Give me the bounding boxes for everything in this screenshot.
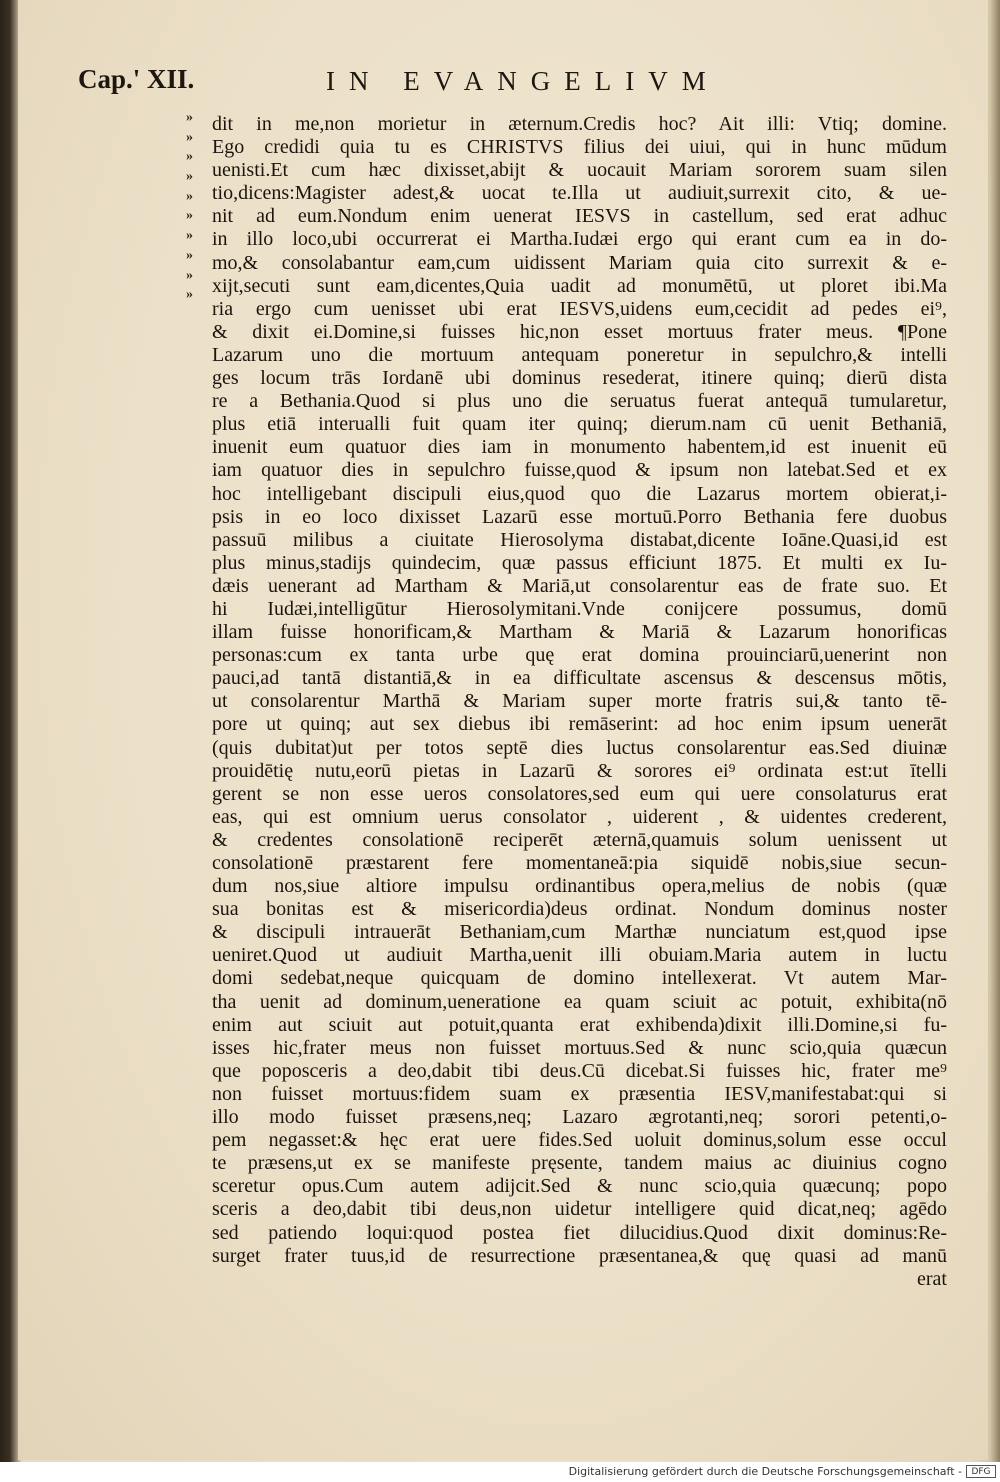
text-line: isses hic,frater meus non fuisset mortuus.Sed & nunc scio,quia quæcun <box>212 1036 947 1059</box>
text-line: Lazarum uno die mortuum antequam poneretur in sepulchro,& intelli <box>212 343 947 366</box>
text-line: tha uenit ad dominum,ueneratione ea quam sciuit ac potuit, exhibita(nō <box>212 990 947 1013</box>
running-title: IN EVANGELIVM <box>326 66 720 96</box>
catchword: erat <box>917 1267 947 1290</box>
text-line: xijt,secuti sunt eam,dicentes,Quia uadit ad monumētū, ut ploret ibi.Ma <box>212 274 947 297</box>
text-line: enim aut sciuit aut potuit,quanta erat exhibenda)dixit illi.Domine,si fu- <box>212 1013 947 1036</box>
text-line: plus etiā interualli fuit quam iter quinq; dierum.nam cū uenit Bethaniā, <box>212 413 947 436</box>
text-line: sua bonitas est & misericordia)deus ordinat. Nondum dominus noster <box>212 898 947 921</box>
text-line: dæis uenerant ad Martham & Mariā,ut consolarentur eas de frate suo. Et <box>212 574 947 597</box>
text-line: pore ut quinq; aut sex diebus ibi remāserint: ad hoc enim ipsum uenerāt <box>212 713 947 736</box>
quote-mark: » <box>186 247 193 263</box>
quote-mark: » <box>186 129 193 145</box>
text-line: pauci,ad tantā distantiā,& in ea difficultate ascensus & descensus mōtis, <box>212 667 947 690</box>
text-line: & dixit ei.Domine,si fuisses hic,non esset mortuus frater meus. ¶Pone <box>212 320 947 343</box>
chapter-label: Cap.' XII. <box>78 64 195 94</box>
text-line: eas, qui est omnium uerus consolator , uiderent , & uidentes crederent, <box>212 805 947 828</box>
text-line: sceretur opus.Cum autem adijcit.Sed & nunc scio,quia quæcunq; popo <box>212 1175 947 1198</box>
text-line: pem negasset:& hęc erat uere fides.Sed uoluit dominus,solum esse occul <box>212 1129 947 1152</box>
text-line: ges locum trās Iordanē ubi dominus resederat, itinere quinq; dierū dista <box>212 367 947 390</box>
text-line: consolationē præstarent fere momentaneā:pia siquidē nobis,siue secun- <box>212 852 947 874</box>
text-line: psis in eo loco dixisset Lazarū esse mortuū.Porro Bethania fere duobus <box>212 505 947 528</box>
text-line: personas:cum ex tanta urbe quę erat domina prouinciarū,uenerint non <box>212 644 947 667</box>
text-line: & credentes consolationē reciperēt æternā,quamuis solum uenissent ut <box>212 828 947 851</box>
running-head <box>78 64 938 104</box>
text-line: hoc intelligebant discipuli eius,quod quo die Lazarus mortem obierat,i- <box>212 482 947 505</box>
text-line: te præsens,ut ex se manifeste pręsente, tandem maius ac diuinius cogno <box>212 1152 947 1175</box>
digitization-footer <box>0 1462 1000 1482</box>
text-line: hi Iudæi,intelligūtur Hierosolymitani.Vnde conijcere possumus, domū <box>212 597 947 620</box>
text-line: gerent se non esse ueros consolatores,sed eum qui uere consolaturus erat <box>212 782 947 805</box>
text-line: (quis dubitat)ut per totos septē dies luctus consolarentur eas.Sed diuinæ <box>212 736 947 759</box>
text-line: tio,dicens:Magister adest,& uocat te.Illa ut audiuit,surrexit cito, & ue- <box>212 182 947 205</box>
quote-mark: » <box>186 228 193 244</box>
text-line: sed patiendo loqui:quod postea fiet dilucidius.Quod dixit dominus:Re- <box>212 1221 947 1244</box>
text-line: re a Bethania.Quod si plus uno die seruatus fuerat antequā tumularetur, <box>212 390 947 413</box>
text-line: in illo loco,ubi occurrerat ei Martha.Iudæi ergo qui erant cum ea in do- <box>212 228 947 251</box>
text-line: prouidētię nutu,eorū pietas in Lazarū & sorores ei⁹ ordinata est:ut ītelli <box>212 759 947 782</box>
quote-mark: » <box>186 169 193 185</box>
text-line: inuenit eum quatuor dies iam in monumento habentem,id est inuenit eū <box>212 436 947 459</box>
text-line: non fuisset mortuus:fidem suam ex præsentia IESV,manifestabat:qui si <box>212 1082 947 1105</box>
text-line: ueniret.Quod ut audiuit Martha,uenit illi obuiam.Maria autem in luctu <box>212 944 947 967</box>
quote-mark: » <box>186 208 193 224</box>
text-line: plus minus,stadijs quindecim, quæ passus efficiunt 1875. Et multi ex Iu- <box>212 551 947 574</box>
text-line: dit in me,non morietur in æternum.Credis hoc? Ait illi: Vtiq; domine. <box>212 113 947 135</box>
text-line: nit ad eum.Nondum enim uenerat IESVS in castellum, sed erat adhuc <box>212 205 947 228</box>
text-line: iam quatuor dies in sepulchro fuisse,quod & ipsum non latebat.Sed et ex <box>212 459 947 482</box>
text-line: ria ergo cum uenisset ubi erat IESVS,uidens eum,cecidit ad pedes ei⁹, <box>212 297 947 320</box>
quote-mark: » <box>186 267 193 283</box>
text-line: Ego credidi quia tu es CHRISTVS filius dei uiui, qui in hunc mūdum <box>212 136 947 159</box>
text-line: surget frater tuus,id de resurrectione præsentanea,& quę quasi ad manū <box>212 1244 947 1267</box>
text-line: mo,& consolabantur eam,cum uidissent Mariam quia cito surrexit & e- <box>212 251 947 274</box>
text-line: ut consolarentur Marthā & Mariam super morte fratris sui,& tanto tē- <box>212 690 947 713</box>
text-line: domi sedebat,neque quicquam de domino intellexerat. Vt autem Mar- <box>212 967 947 990</box>
marginal-quotation-marks <box>186 108 212 305</box>
text-line: illo modo fuisset præsens,neq; Lazaro ægrotanti,neq; sorori petenti,o- <box>212 1106 947 1129</box>
funding-credit: Digitalisierung gefördert durch die Deutsche Forschungsgemeinschaft - <box>568 1465 962 1478</box>
text-line: passuū milibus a ciuitate Hierosolyma distabat,dicente Ioāne.Quasi,id est <box>212 528 947 551</box>
quote-mark: » <box>186 110 193 125</box>
text-line: illam fuisse honorificam,& Martham & Mariā & Lazarum honorificas <box>212 621 947 644</box>
quote-mark: » <box>186 188 193 204</box>
quote-mark: » <box>186 149 193 165</box>
text-line: & discipuli intrauerāt Bethaniam,cum Marthæ nunciatum est,quod ipse <box>212 921 947 944</box>
text-line: dum nos,siue altiore impulsu ordinantibus opera,melius de nobis (quæ <box>212 875 947 898</box>
text-line: que poposceris a deo,dabit tibi deus.Cū dicebat.Si fuisses hic, frater me⁹ <box>212 1059 947 1082</box>
body-text <box>212 113 947 1291</box>
text-line: sceris a deo,dabit tibi deus,non uidetur intelligere quid dicat,neq; agēdo <box>212 1198 947 1221</box>
dfg-logo-icon: DFG <box>966 1465 996 1478</box>
quote-mark: » <box>186 287 193 303</box>
text-line: uenisti.Et cum hæc dixisset,abijt & uocauit Mariam sororem suam silen <box>212 159 947 182</box>
